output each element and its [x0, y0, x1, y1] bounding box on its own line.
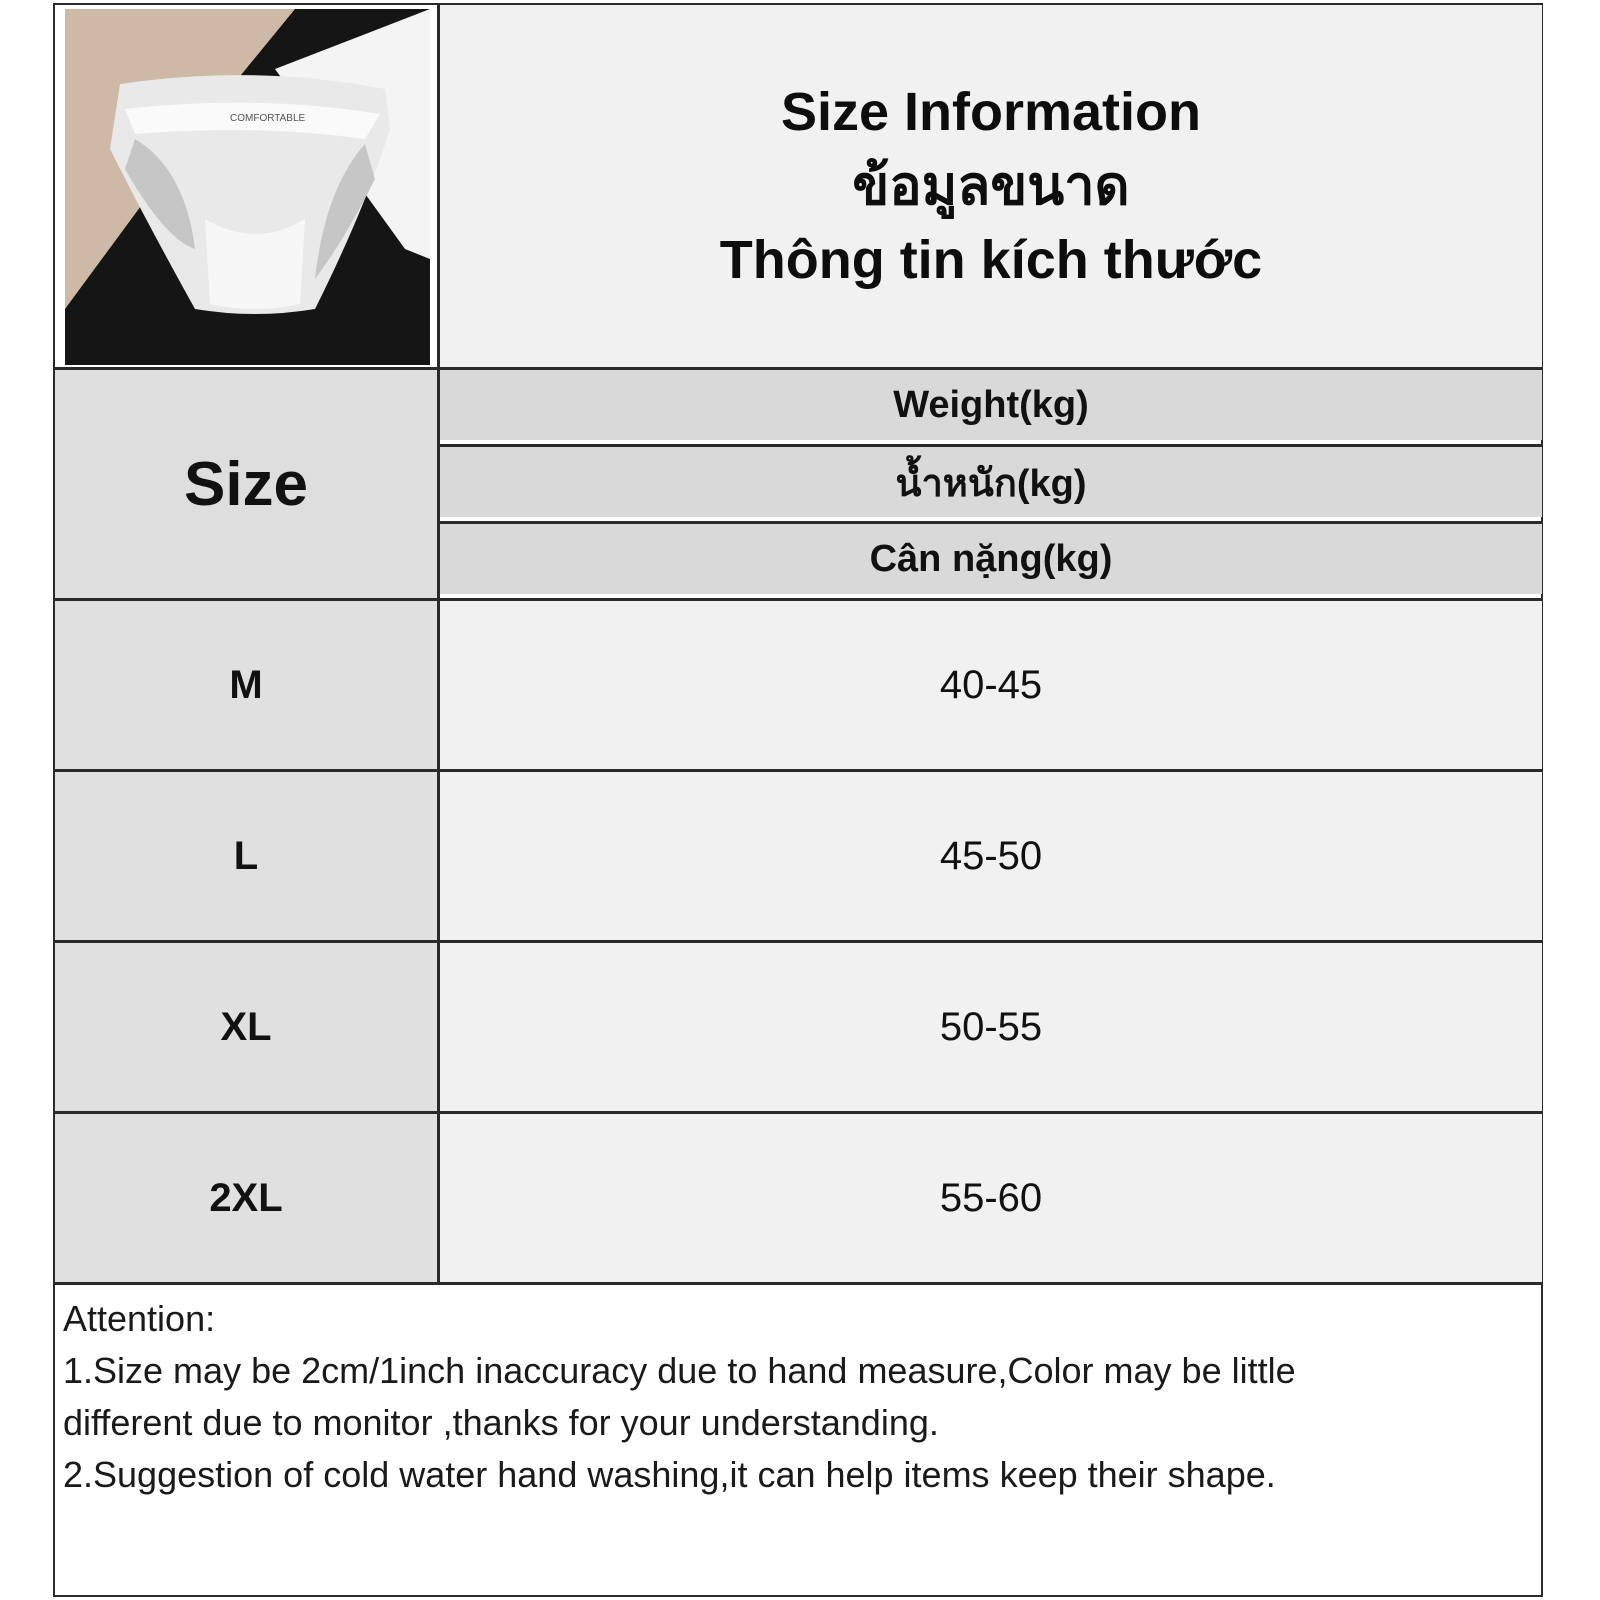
- notes-line: different due to monitor ,thanks for your understanding.: [63, 1402, 939, 1443]
- row-divider: [55, 1111, 1543, 1114]
- weight-header-english: Weight(kg): [440, 370, 1542, 440]
- product-image: [65, 9, 430, 365]
- weight-cell: 55-60: [440, 1114, 1542, 1282]
- title-thai: ข้อมูลขนาด: [852, 156, 1130, 216]
- size-cell: M: [55, 601, 437, 769]
- row-divider: [55, 940, 1543, 943]
- size-cell: 2XL: [55, 1114, 437, 1282]
- row-divider: [440, 521, 1543, 524]
- notes-heading: Attention:: [63, 1298, 216, 1339]
- product-photo-graphic: [65, 9, 430, 365]
- title-vietnamese: Thông tin kích thước: [719, 230, 1263, 290]
- weight-cell: 45-50: [440, 772, 1542, 940]
- size-column-header: Size: [55, 370, 437, 598]
- size-chart: [53, 3, 1543, 1597]
- title-english: Size Information: [780, 82, 1202, 142]
- notes-line: 1.Size may be 2cm/1inch inaccuracy due to hand measure,Color may be little: [63, 1350, 1296, 1391]
- weight-header-vietnamese: Cân nặng(kg): [440, 524, 1542, 594]
- row-divider: [55, 1282, 1543, 1285]
- weight-cell: 50-55: [440, 943, 1542, 1111]
- column-divider: [437, 5, 440, 1285]
- row-divider: [55, 769, 1543, 772]
- title-block: [440, 5, 1542, 367]
- row-divider: [55, 367, 1543, 370]
- size-cell: XL: [55, 943, 437, 1111]
- row-divider: [440, 444, 1543, 447]
- product-image-label: COMFORTABLE: [230, 113, 306, 124]
- attention-notes: [63, 1293, 1523, 1501]
- weight-cell: 40-45: [440, 601, 1542, 769]
- notes-line: 2.Suggestion of cold water hand washing,it can help items keep their shape.: [63, 1454, 1276, 1495]
- weight-header-thai: น้ำหนัก(kg): [440, 447, 1542, 517]
- size-cell: L: [55, 772, 437, 940]
- row-divider: [55, 598, 1543, 601]
